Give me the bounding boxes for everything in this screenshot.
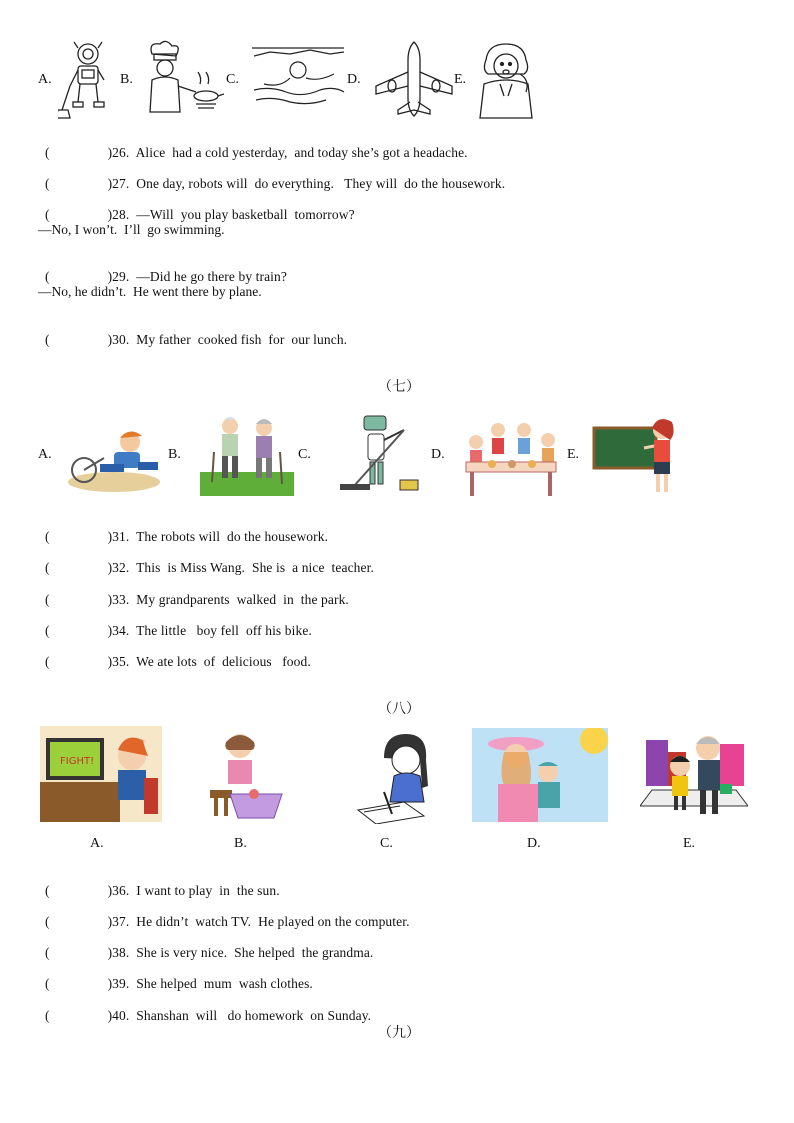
family-dinner-icon <box>462 418 560 498</box>
question-number: )27. <box>107 176 130 191</box>
question-text: This is Miss Wang. She is a nice teacher. <box>136 560 374 575</box>
question-text: Shanshan will do homework on Sunday. <box>136 1008 372 1023</box>
question-text: The robots will do the housework. <box>136 529 329 544</box>
option-label-e: E. <box>683 836 696 851</box>
answer-paren[interactable]: ( <box>44 914 50 929</box>
question-number: )26. <box>107 145 130 160</box>
question-29 <box>38 253 287 285</box>
question-39 <box>38 960 313 992</box>
question-text: She is very nice. She helped the grandma. <box>136 945 374 960</box>
question-31 <box>38 513 328 545</box>
boy-fell-off-bike-icon <box>64 418 164 496</box>
option-label-a: A. <box>90 836 104 851</box>
question-text: We ate lots of delicious food. <box>136 654 311 669</box>
girl-washing-clothes-icon <box>206 728 284 822</box>
answer-paren[interactable]: ( <box>44 176 50 191</box>
answer-paren[interactable]: ( <box>44 332 50 347</box>
question-text: Alice had a cold yesterday, and today she’s got a headache. <box>135 145 468 160</box>
question-27 <box>38 160 505 192</box>
question-40 <box>38 992 371 1024</box>
screen-text: FIGHT! <box>60 756 95 767</box>
question-text: —Will you play basketball tomorrow? <box>136 207 355 222</box>
answer-paren[interactable]: ( <box>44 883 50 898</box>
option-label-b: B. <box>168 447 181 462</box>
question-33 <box>38 576 349 608</box>
answer-paren[interactable]: ( <box>44 269 50 284</box>
question-number: )40. <box>107 1008 130 1023</box>
answer-paren[interactable]: ( <box>44 1008 50 1023</box>
question-text: One day, robots will do everything. They will do the housework. <box>136 176 506 191</box>
option-label-c: C. <box>298 447 311 462</box>
section-title-7: （七） <box>378 379 420 395</box>
robot-mopping-icon <box>334 414 424 494</box>
question-35 <box>38 638 311 670</box>
answer-paren[interactable]: ( <box>44 623 50 638</box>
robot-sweeping-icon <box>58 40 120 120</box>
question-34 <box>38 607 312 639</box>
question-text: —Did he go there by train? <box>136 269 287 284</box>
question-36 <box>38 867 280 899</box>
question-number: )28. <box>107 207 130 222</box>
answer-paren[interactable]: ( <box>44 592 50 607</box>
question-number: )29. <box>107 269 130 284</box>
question-number: )38. <box>107 945 130 960</box>
option-label-a: A. <box>38 447 52 462</box>
question-number: )36. <box>107 883 130 898</box>
grandparents-walking-icon <box>200 412 294 496</box>
chef-cooking-icon <box>138 40 224 116</box>
question-32 <box>38 544 374 576</box>
option-label-b: B. <box>120 72 133 87</box>
girl-helping-grandma-icon <box>640 730 748 818</box>
question-number: )33. <box>107 592 130 607</box>
option-label-b: B. <box>234 836 247 851</box>
boy-swimming-icon <box>250 42 346 108</box>
question-number: )37. <box>107 914 130 929</box>
question-38 <box>38 929 373 961</box>
question-text: I want to play in the sun. <box>136 883 280 898</box>
question-text: She helped mum wash clothes. <box>136 976 313 991</box>
option-label-d: D. <box>347 72 361 87</box>
question-26 <box>38 129 468 161</box>
answer-line-28: —No, I won’t. I’ll go swimming. <box>38 222 225 237</box>
question-number: )30. <box>107 332 130 347</box>
question-30 <box>38 316 347 348</box>
option-label-d: D. <box>527 836 541 851</box>
answer-paren[interactable]: ( <box>44 529 50 544</box>
teacher-at-blackboard-icon <box>592 414 684 494</box>
answer-paren[interactable]: ( <box>44 560 50 575</box>
option-label-c: C. <box>380 836 393 851</box>
question-number: )32. <box>107 560 130 575</box>
question-number: )34. <box>107 623 130 638</box>
question-number: )35. <box>107 654 130 669</box>
option-label-e: E. <box>454 72 467 87</box>
girl-writing-homework-icon <box>354 730 444 824</box>
answer-paren[interactable]: ( <box>44 654 50 669</box>
option-label-a: A. <box>38 72 52 87</box>
option-label-e: E. <box>567 447 580 462</box>
answer-paren[interactable]: ( <box>44 945 50 960</box>
answer-line-29: —No, he didn’t. He went there by plane. <box>38 284 262 299</box>
answer-paren[interactable]: ( <box>44 207 50 222</box>
option-label-d: D. <box>431 447 445 462</box>
airplane-icon <box>372 40 456 118</box>
section-title-8: （八） <box>378 701 420 717</box>
question-number: )31. <box>107 529 130 544</box>
option-label-c: C. <box>226 72 239 87</box>
answer-paren[interactable]: ( <box>44 145 50 160</box>
mother-child-sun-icon <box>472 728 608 822</box>
boy-playing-computer-icon <box>40 726 162 822</box>
question-37 <box>38 898 410 930</box>
answer-paren[interactable]: ( <box>44 976 50 991</box>
question-text: My father cooked fish for our lunch. <box>136 332 348 347</box>
question-number: )39. <box>107 976 130 991</box>
girl-coughing-icon <box>470 40 542 120</box>
question-28 <box>38 191 355 223</box>
question-text: My grandparents walked in the park. <box>136 592 349 607</box>
question-text: He didn’t watch TV. He played on the computer. <box>136 914 410 929</box>
question-text: The little boy fell off his bike. <box>136 623 312 638</box>
section-title-9: （九） <box>378 1025 420 1041</box>
